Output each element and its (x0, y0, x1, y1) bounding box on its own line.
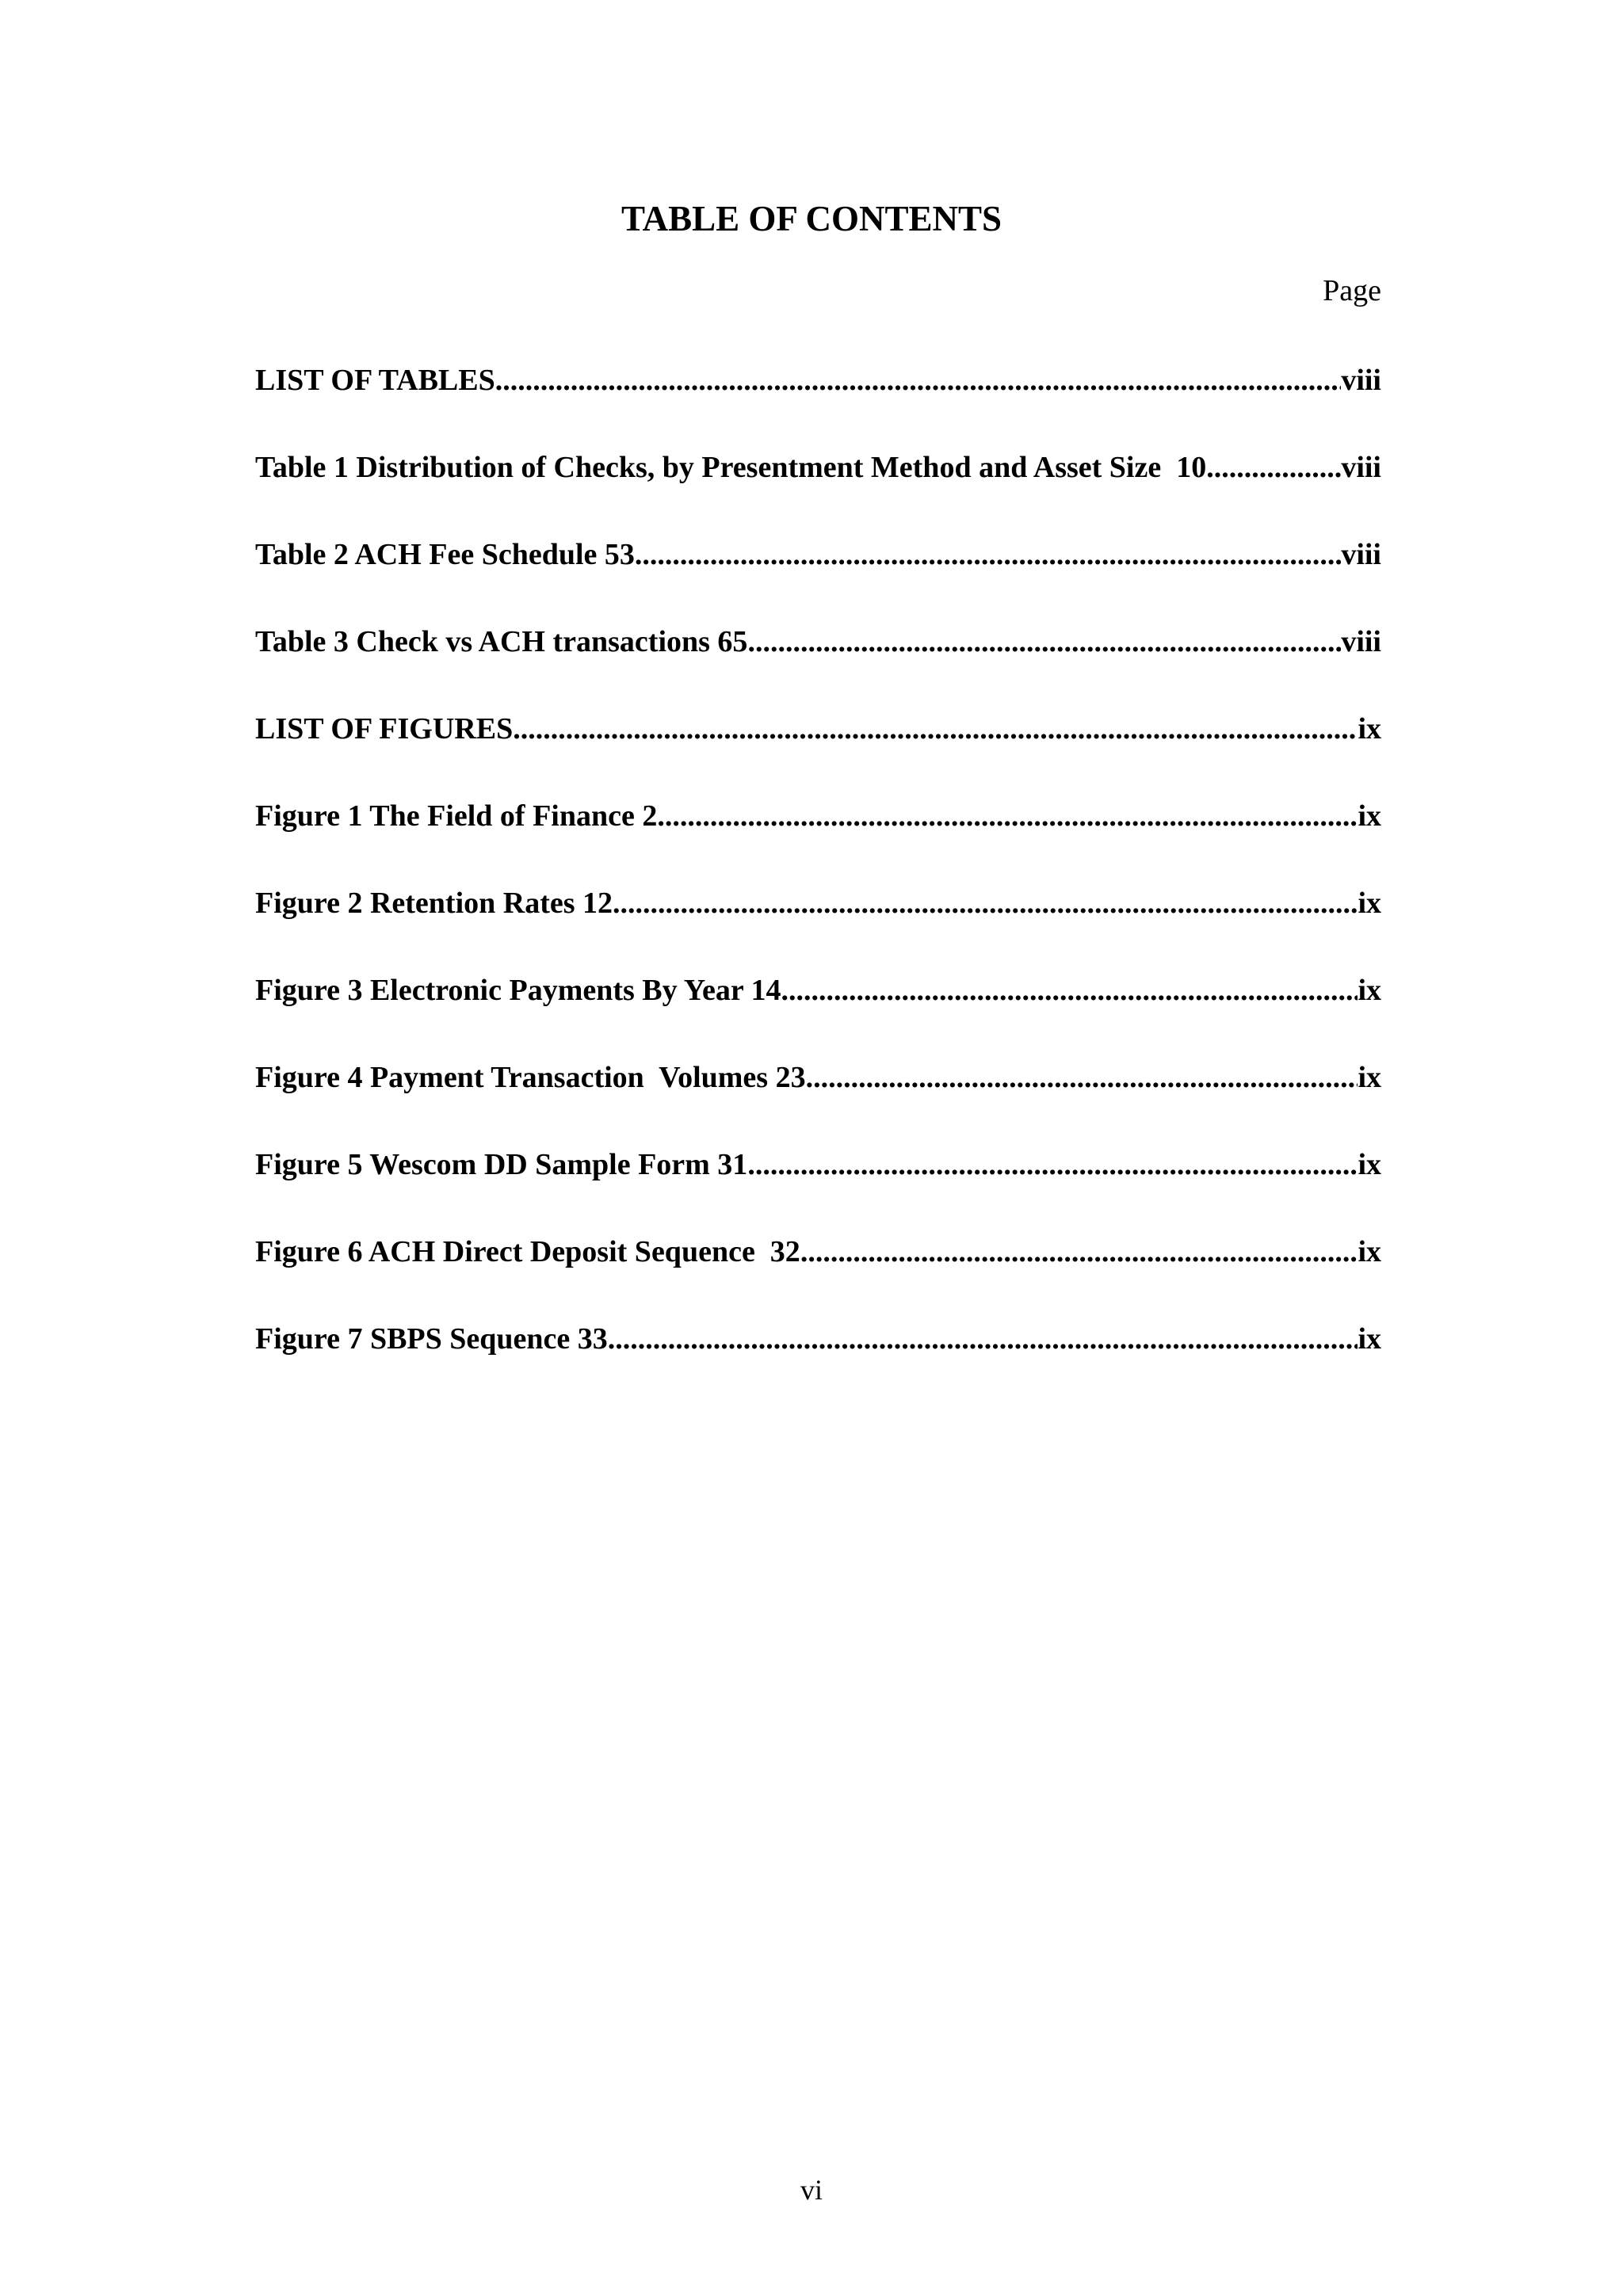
toc-entry-page: ix (1358, 887, 1381, 920)
toc-entry-figure-5[interactable] (255, 1141, 1381, 1228)
dot-leader (747, 1141, 1358, 1188)
toc-entry-page: ix (1358, 1148, 1381, 1181)
toc-entry-page: viii (1341, 538, 1381, 571)
toc-entry-page: ix (1358, 1322, 1381, 1356)
toc-entry-table-2[interactable] (255, 531, 1381, 618)
dot-leader (495, 357, 1342, 404)
toc-entry-label: Figure 5 Wescom DD Sample Form 31 (255, 1148, 748, 1181)
page-column-header: Page (1323, 274, 1381, 307)
toc-entry-figure-4[interactable] (255, 1054, 1381, 1141)
page-title: TABLE OF CONTENTS (621, 199, 1002, 238)
toc-entry-label: Figure 7 SBPS Sequence 33 (255, 1322, 608, 1356)
dot-leader (806, 1054, 1358, 1101)
toc-entry-page: ix (1358, 1235, 1381, 1268)
toc-entry-label: Table 2 ACH Fee Schedule 53 (255, 538, 635, 571)
toc-entry-page: ix (1358, 974, 1381, 1007)
toc-entry-label: Figure 2 Retention Rates 12 (255, 887, 613, 920)
dot-leader (635, 531, 1341, 578)
dot-leader (1206, 444, 1341, 491)
toc-entry-page: viii (1341, 625, 1381, 658)
toc-entry-label: Table 1 Distribution of Checks, by Presentment Method and Asset Size 10 (255, 451, 1207, 484)
toc-entry-label: Figure 6 ACH Direct Deposit Sequence 32 (255, 1235, 800, 1268)
toc-entry-page: viii (1341, 451, 1381, 484)
toc-entry-list-of-tables[interactable] (255, 357, 1381, 444)
toc-entry-figure-2[interactable] (255, 879, 1381, 967)
toc-entry-page: ix (1358, 1061, 1381, 1094)
dot-leader (781, 967, 1358, 1014)
toc-entry-page: viii (1341, 364, 1381, 397)
toc-entry-figure-7[interactable] (255, 1315, 1381, 1402)
toc-entry-label: Table 3 Check vs ACH transactions 65 (255, 625, 748, 658)
toc-entry-list-of-figures[interactable] (255, 705, 1381, 792)
dot-leader (800, 1228, 1358, 1276)
toc-entry-label: Figure 1 The Field of Finance 2 (255, 799, 658, 833)
toc-entry-label: LIST OF FIGURES (255, 712, 514, 746)
toc-entry-table-3[interactable] (255, 618, 1381, 705)
toc-entry-label: Figure 4 Payment Transaction Volumes 23 (255, 1061, 806, 1094)
dot-leader (657, 792, 1358, 840)
dot-leader (513, 705, 1358, 753)
footer-page-number: vi (800, 2174, 823, 2206)
toc-list (255, 357, 1381, 1402)
dot-leader (608, 1315, 1358, 1363)
toc-entry-label: Figure 3 Electronic Payments By Year 14 (255, 974, 781, 1007)
dot-leader (747, 618, 1341, 666)
toc-entry-figure-6[interactable] (255, 1228, 1381, 1315)
dot-leader (613, 879, 1358, 927)
toc-entry-label: LIST OF TABLES (255, 364, 495, 397)
toc-entry-page: ix (1358, 799, 1381, 833)
toc-entry-figure-3[interactable] (255, 967, 1381, 1054)
toc-entry-page: ix (1358, 712, 1381, 746)
toc-entry-table-1[interactable] (255, 444, 1381, 531)
toc-entry-figure-1[interactable] (255, 792, 1381, 879)
